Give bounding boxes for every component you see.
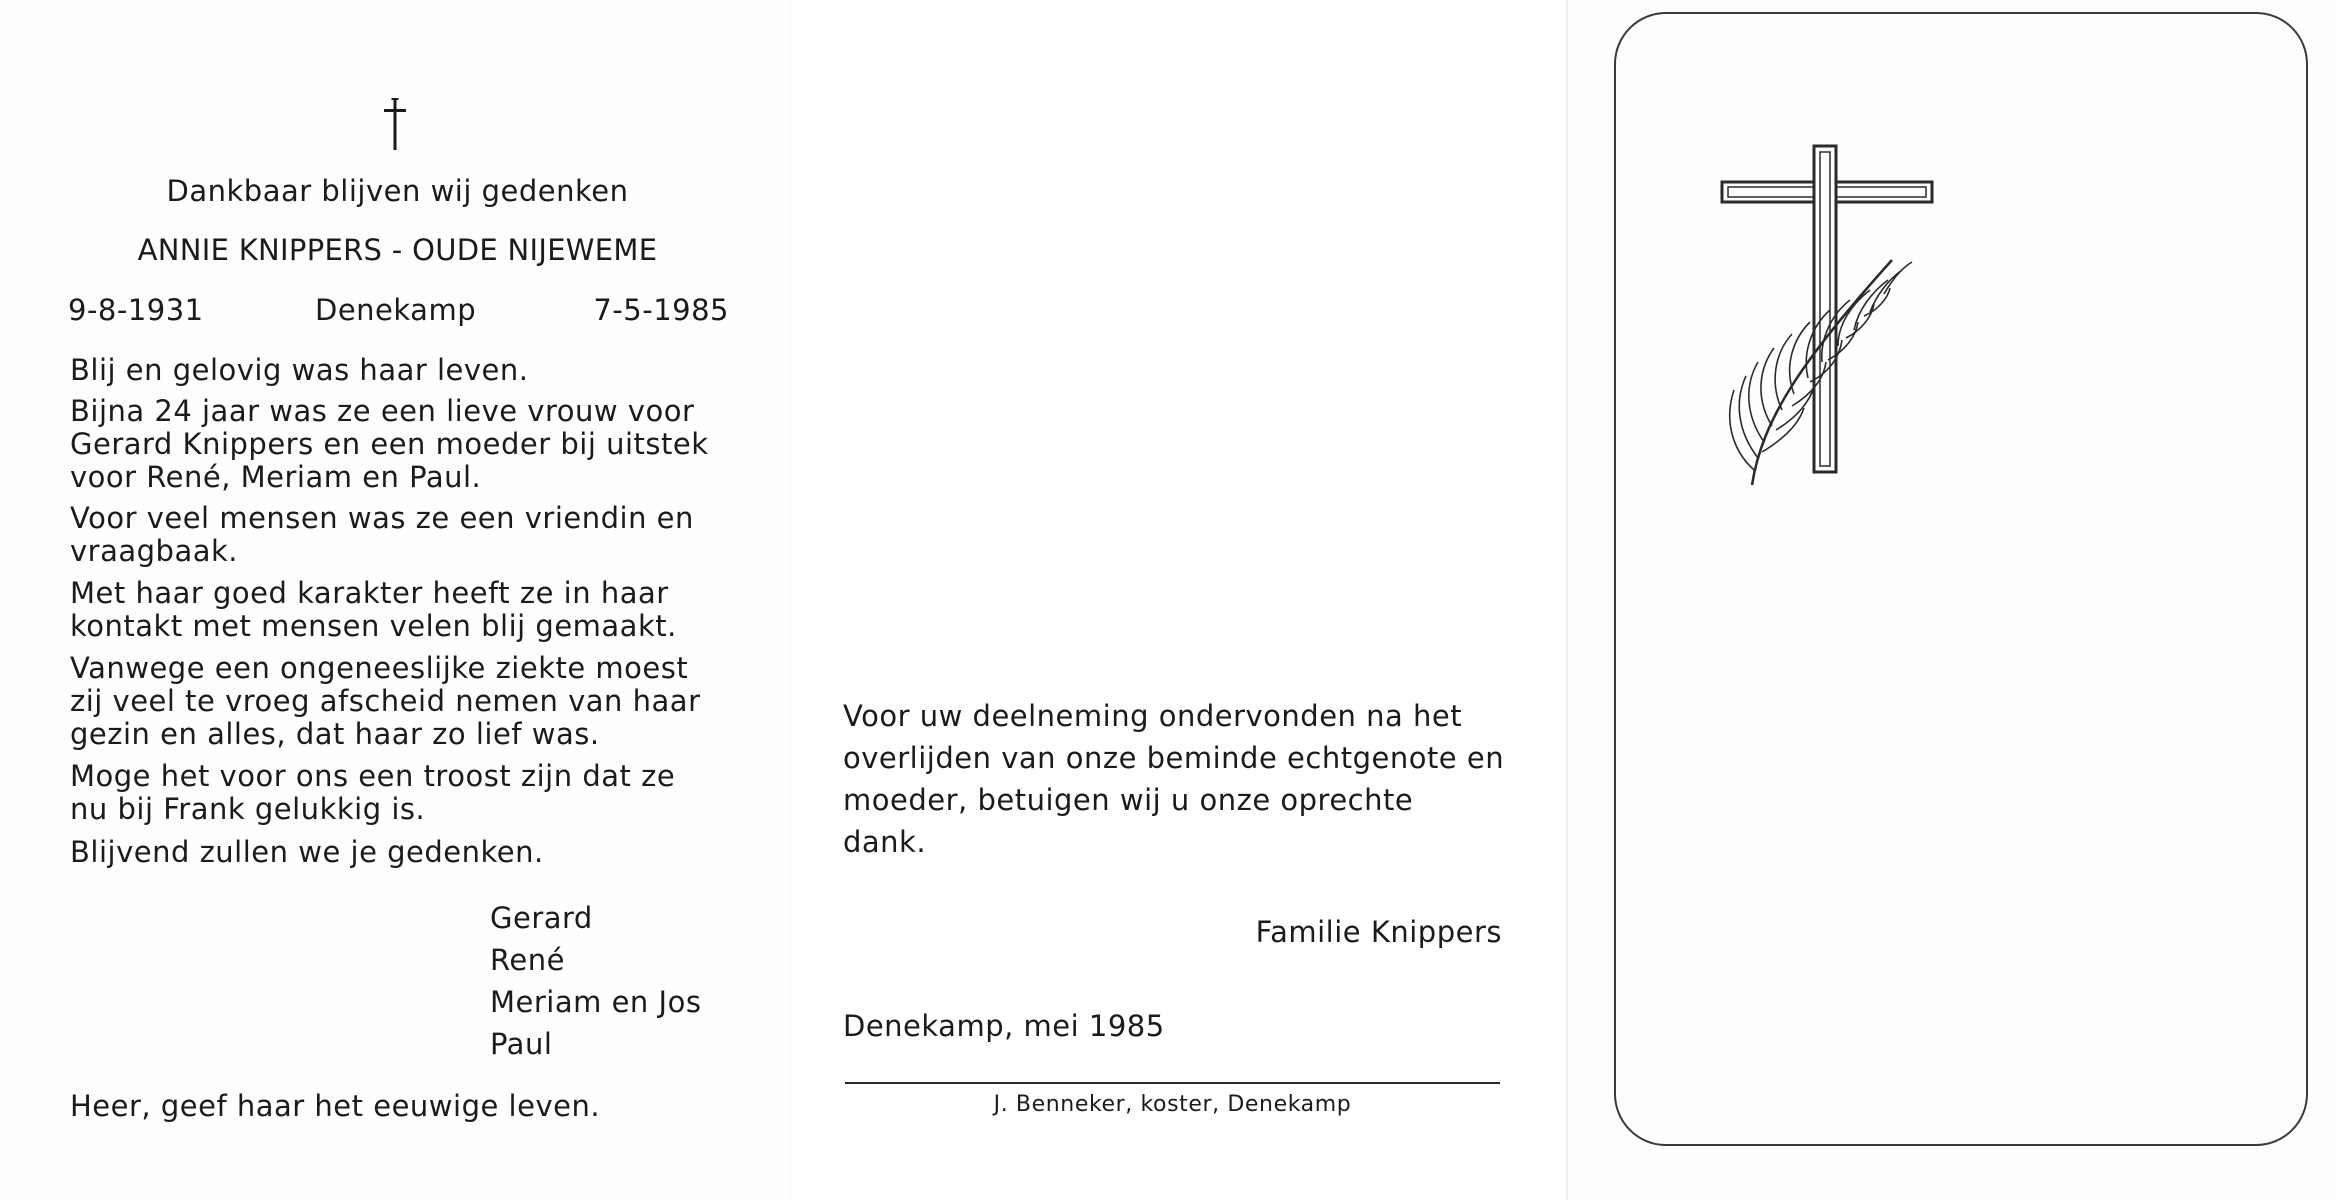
- remembrance-heading: Dankbaar blijven wij gedenken: [166, 174, 629, 208]
- death-date: 7-5-1985: [593, 293, 729, 327]
- poem-line: Gerard Knippers en een moeder bij uitstek: [70, 427, 709, 461]
- poem-line: kontakt met mensen velen blij gemaakt.: [70, 609, 677, 643]
- thanks-line: moeder, betuigen wij u onze oprechte: [843, 783, 1414, 817]
- signature-name: Meriam en Jos: [490, 985, 702, 1019]
- place-of-residence: Denekamp: [315, 293, 477, 327]
- divider-line: [845, 1082, 1500, 1084]
- poem-line: vraagbaak.: [70, 534, 238, 568]
- poem-line: Blij en gelovig was haar leven.: [70, 353, 529, 387]
- poem-line: nu bij Frank gelukkig is.: [70, 792, 426, 826]
- poem-line: Vanwege een ongeneeslijke ziekte moest: [70, 651, 689, 685]
- signature-name: Gerard: [490, 901, 593, 935]
- thanks-line: Voor uw deelneming ondervonden na het: [843, 699, 1463, 733]
- poem-line: gezin en alles, dat haar zo lief was.: [70, 717, 600, 751]
- closing-prayer: Heer, geef haar het eeuwige leven.: [70, 1089, 601, 1123]
- poem-line: Voor veel mensen was ze een vriendin en: [70, 501, 694, 535]
- signature-name: Paul: [490, 1027, 553, 1061]
- fold-line: [1566, 0, 1568, 1200]
- thanks-line: dank.: [843, 825, 927, 859]
- fold-line: [790, 0, 791, 1200]
- signature-name: René: [490, 943, 565, 977]
- place-and-date: Denekamp, mei 1985: [843, 1009, 1165, 1043]
- poem-line: Blijvend zullen we je gedenken.: [70, 835, 544, 869]
- thanks-line: overlijden van onze beminde echtgenote en: [843, 741, 1505, 775]
- printer-credit: J. Benneker, koster, Denekamp: [993, 1092, 1352, 1117]
- cross-palm-icon: [1712, 140, 1952, 490]
- deceased-name: ANNIE KNIPPERS - OUDE NIJEWEME: [137, 233, 658, 267]
- cross-icon: [380, 98, 410, 150]
- poem-line: voor René, Meriam en Paul.: [70, 460, 482, 494]
- poem-line: Moge het voor ons een troost zijn dat ze: [70, 759, 676, 793]
- birth-date: 9-8-1931: [68, 293, 204, 327]
- poem-line: Bijna 24 jaar was ze een lieve vrouw voor: [70, 394, 695, 428]
- family-signature: Familie Knippers: [1255, 915, 1502, 949]
- poem-line: Met haar goed karakter heeft ze in haar: [70, 576, 669, 610]
- poem-line: zij veel te vroeg afscheid nemen van haar: [70, 684, 701, 718]
